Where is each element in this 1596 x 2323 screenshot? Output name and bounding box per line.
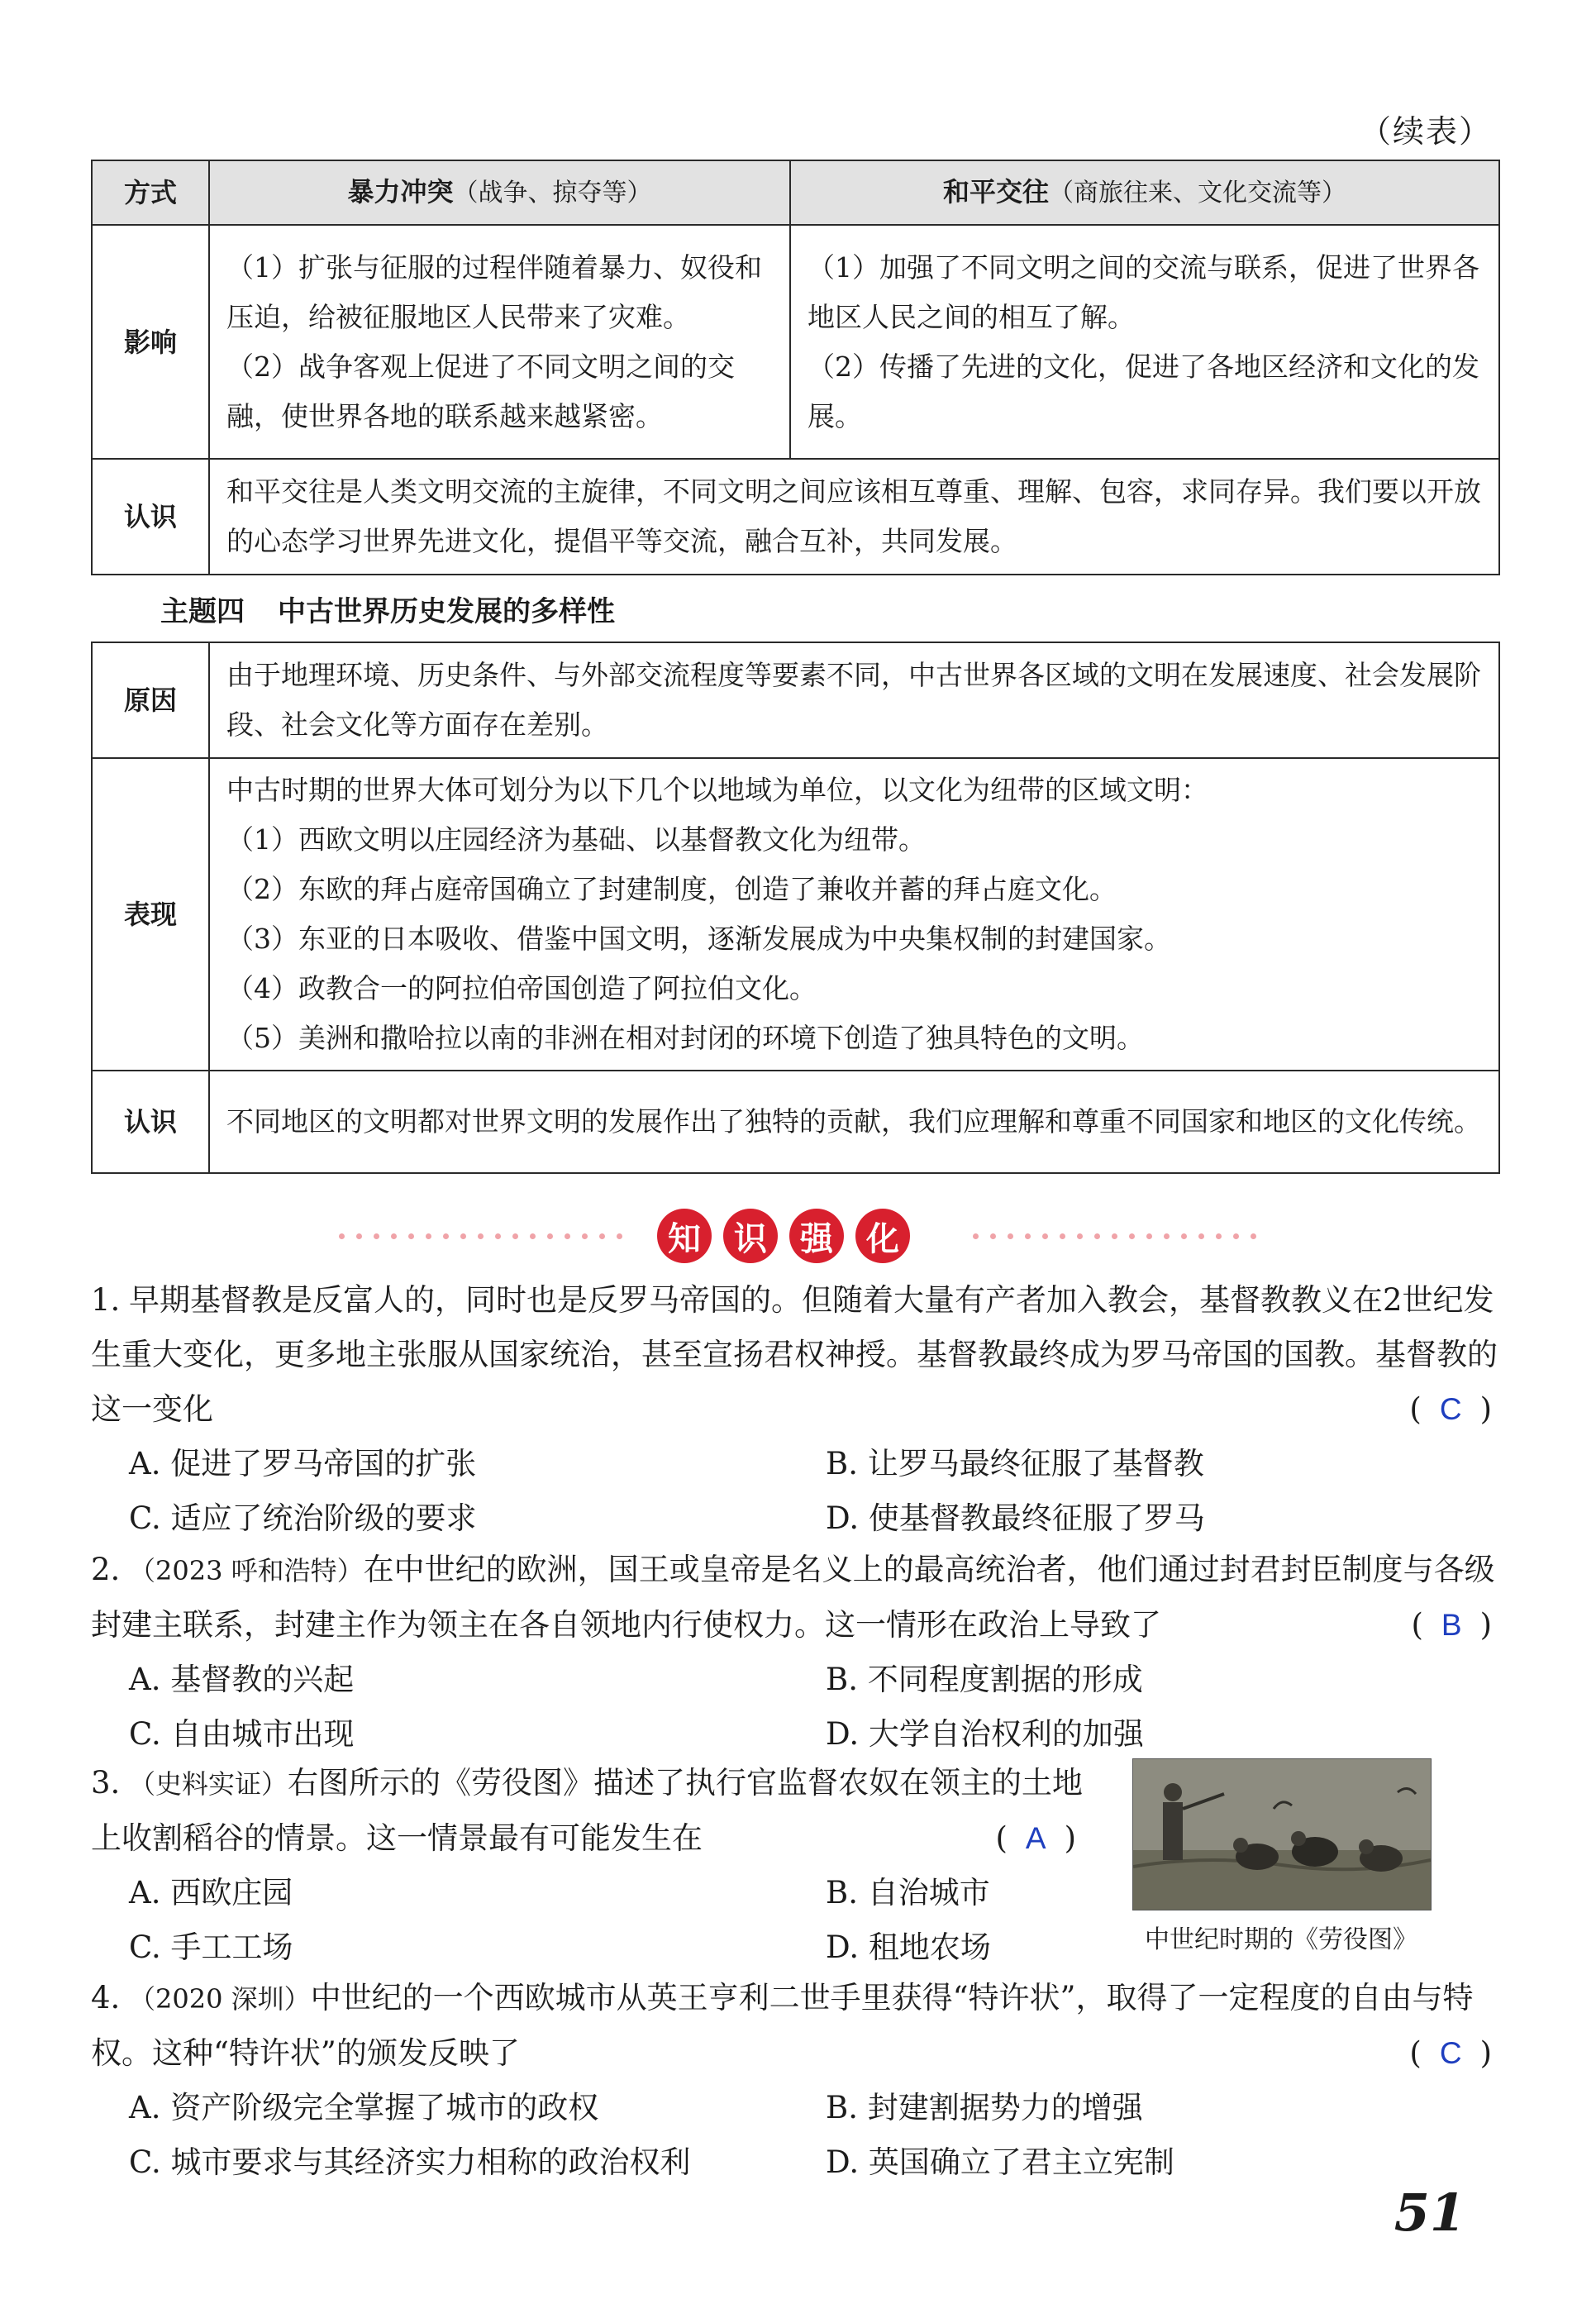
topic-heading — [160, 589, 648, 629]
banner-char: 知 — [657, 1209, 712, 1263]
option: A. 基督教的兴起 — [129, 1662, 355, 1697]
table-interaction-impact — [91, 160, 1500, 575]
understanding2-label: 认识 — [92, 1071, 209, 1173]
option: A. 西欧庄园 — [129, 1875, 293, 1910]
impact-violent-1: （1）扩张与征服的过程伴随着暴力、奴役和压迫，给被征服地区人民带来了灾难。 — [226, 250, 762, 333]
understanding2-text: 不同地区的文明都对世界文明的发展作出了独特的贡献，我们应理解和尊重不同国家和地区的文化传统。 — [209, 1071, 1499, 1173]
manifestation-line: （1）西欧文明以庄园经济为基础、以基督教文化为纽带。 — [226, 823, 926, 856]
table-diversity — [91, 642, 1500, 1174]
option: D. 使基督教最终征服了罗马 — [826, 1500, 1205, 1536]
question-text: 右图所示的《劳役图》描述了执行官监督农奴在领主的土地上收割稻谷的情景。这一情景最有可能发生在 — [91, 1765, 1084, 1856]
manifestation-line: （4）政教合一的阿拉伯帝国创造了阿拉伯文化。 — [226, 972, 817, 1004]
question-4 — [91, 1971, 1498, 2190]
options — [91, 2081, 1498, 2190]
reason-label: 原因 — [92, 642, 209, 758]
option: D. 英国确立了君主立宪制 — [826, 2144, 1174, 2180]
question-number: 2. — [91, 1552, 121, 1587]
question-source: （2020 深圳） — [129, 1983, 311, 2015]
answer-value: B — [1441, 1608, 1469, 1642]
labor-painting-illustration — [1133, 1759, 1431, 1910]
manifestation-cell — [209, 758, 1499, 1071]
impact-violent-cell — [209, 225, 790, 459]
impact-peaceful-cell — [790, 225, 1499, 459]
manifestation-line: （5）美洲和撒哈拉以南的非洲在相对封闭的环境下创造了独具特色的文明。 — [226, 1022, 1144, 1054]
topic-title: 中古世界历史发展的多样性 — [278, 595, 615, 628]
question-number: 1. — [91, 1282, 121, 1318]
question-text: 在中世纪的欧洲，国王或皇帝是名义上的最高统治者，他们通过封君封臣制度与各级封建主联系，封建主作为领主在各自领地内行使权力。这一情形在政治上导致了 — [91, 1552, 1495, 1643]
reason-text: 由于地理环境、历史条件、与外部交流程度等要素不同，中古世界各区域的文明在发展速度、社会发展阶段、社会文化等方面存在差别。 — [209, 642, 1499, 758]
impact-label: 影响 — [92, 225, 209, 459]
option: B. 让罗马最终征服了基督教 — [826, 1446, 1204, 1481]
question-source: （2023 呼和浩特） — [129, 1555, 364, 1586]
section-banner — [339, 1209, 1256, 1265]
understanding-label: 认识 — [92, 459, 209, 575]
topic-number: 主题四 — [160, 595, 245, 628]
question-text: 早期基督教是反富人的，同时也是反罗马帝国的。但随着大量有产者加入教会，基督教教义在2世纪发生重大变化，更多地主张服从国家统治，甚至宣扬君权神授。基督教最终成为罗马帝国的国教。基督教的这一变化 — [91, 1282, 1498, 1427]
answer-bracket: ( B ) — [1411, 1607, 1498, 1643]
banner-char: 识 — [723, 1209, 778, 1263]
options — [91, 1653, 1498, 1762]
table1-impact-row — [92, 225, 1499, 459]
question-text: 中世纪的一个西欧城市从英王亨利二世手里获得“特许状”，取得了一定程度的自由与特权。这种“特许状”的颁发反映了 — [91, 1980, 1474, 2071]
banner-dots-left — [339, 1233, 622, 1242]
answer-value: C — [1439, 2036, 1469, 2070]
answer-value: C — [1439, 1392, 1469, 1426]
manifestation-line: （2）东欧的拜占庭帝国确立了封建制度，创造了兼收并蓄的拜占庭文化。 — [226, 873, 1117, 905]
option: D. 大学自治权利的加强 — [826, 1716, 1144, 1752]
understanding-text: 和平交往是人类文明交流的主旋律，不同文明之间应该相互尊重、理解、包容，求同存异。我们要以开放的心态学习世界先进文化，提倡平等交流，融合互补，共同发展。 — [209, 459, 1499, 575]
answer-value: A — [1025, 1821, 1053, 1855]
table2-manifestation-row — [92, 758, 1499, 1071]
figure-caption: 中世纪时期的《劳役图》 — [1145, 1925, 1417, 1954]
labor-painting-image — [1132, 1758, 1432, 1910]
table1-understanding-row — [92, 459, 1499, 575]
continued-label: （续表） — [1359, 113, 1492, 150]
manifestation-label: 表现 — [92, 758, 209, 1071]
header-peaceful: 和平交往（商旅往来、文化交流等） — [790, 160, 1499, 225]
impact-violent-2: （2）战争客观上促进了不同文明之间的交融，使世界各地的联系越来越紧密。 — [226, 350, 735, 432]
header-violent: 暴力冲突（战争、掠夺等） — [209, 160, 790, 225]
banner-dots-right — [973, 1233, 1256, 1242]
table2-understanding-row — [92, 1071, 1499, 1173]
banner-char: 强 — [789, 1209, 844, 1263]
option: C. 适应了统治阶级的要求 — [129, 1500, 477, 1536]
banner-char: 化 — [855, 1209, 910, 1263]
header-method: 方式 — [92, 160, 209, 225]
question-source: （史料实证） — [129, 1768, 288, 1800]
answer-bracket: ( C ) — [1409, 2035, 1498, 2071]
manifestation-line: 中古时期的世界大体可划分为以下几个以地域为单位，以文化为纽带的区域文明： — [226, 774, 1208, 806]
manifestation-line: （3）东亚的日本吸收、借鉴中国文明，逐渐发展成为中央集权制的封建国家。 — [226, 923, 1171, 955]
option: B. 自治城市 — [826, 1875, 990, 1910]
table2-reason-row — [92, 642, 1499, 758]
labor-painting-figure — [1132, 1758, 1430, 1955]
question-1 — [91, 1273, 1498, 1546]
question-2 — [91, 1543, 1498, 1762]
option: A. 资产阶级完全掌握了城市的政权 — [129, 2090, 599, 2125]
option: C. 城市要求与其经济实力相称的政治权利 — [129, 2144, 691, 2180]
option: C. 自由城市出现 — [129, 1716, 355, 1752]
question-number: 4. — [91, 1980, 121, 2015]
banner-title — [657, 1209, 910, 1263]
impact-peaceful-2: （2）传播了先进的文化，促进了各地区经济和文化的发展。 — [808, 350, 1479, 432]
option: D. 租地农场 — [826, 1929, 991, 1965]
answer-bracket: ( C ) — [1409, 1391, 1498, 1427]
option: B. 封建割据势力的增强 — [826, 2090, 1143, 2125]
question-number: 3. — [91, 1765, 121, 1801]
impact-peaceful-1: （1）加强了不同文明之间的交流与联系，促进了世界各地区人民之间的相互了解。 — [808, 250, 1479, 333]
option: B. 不同程度割据的形成 — [826, 1662, 1143, 1697]
option: A. 促进了罗马帝国的扩张 — [129, 1446, 477, 1481]
page-number: 51 — [1394, 2182, 1465, 2243]
options — [91, 1437, 1498, 1546]
answer-bracket: ( A ) — [995, 1820, 1083, 1856]
table1-header-row — [92, 160, 1499, 225]
option: C. 手工工场 — [129, 1929, 293, 1965]
